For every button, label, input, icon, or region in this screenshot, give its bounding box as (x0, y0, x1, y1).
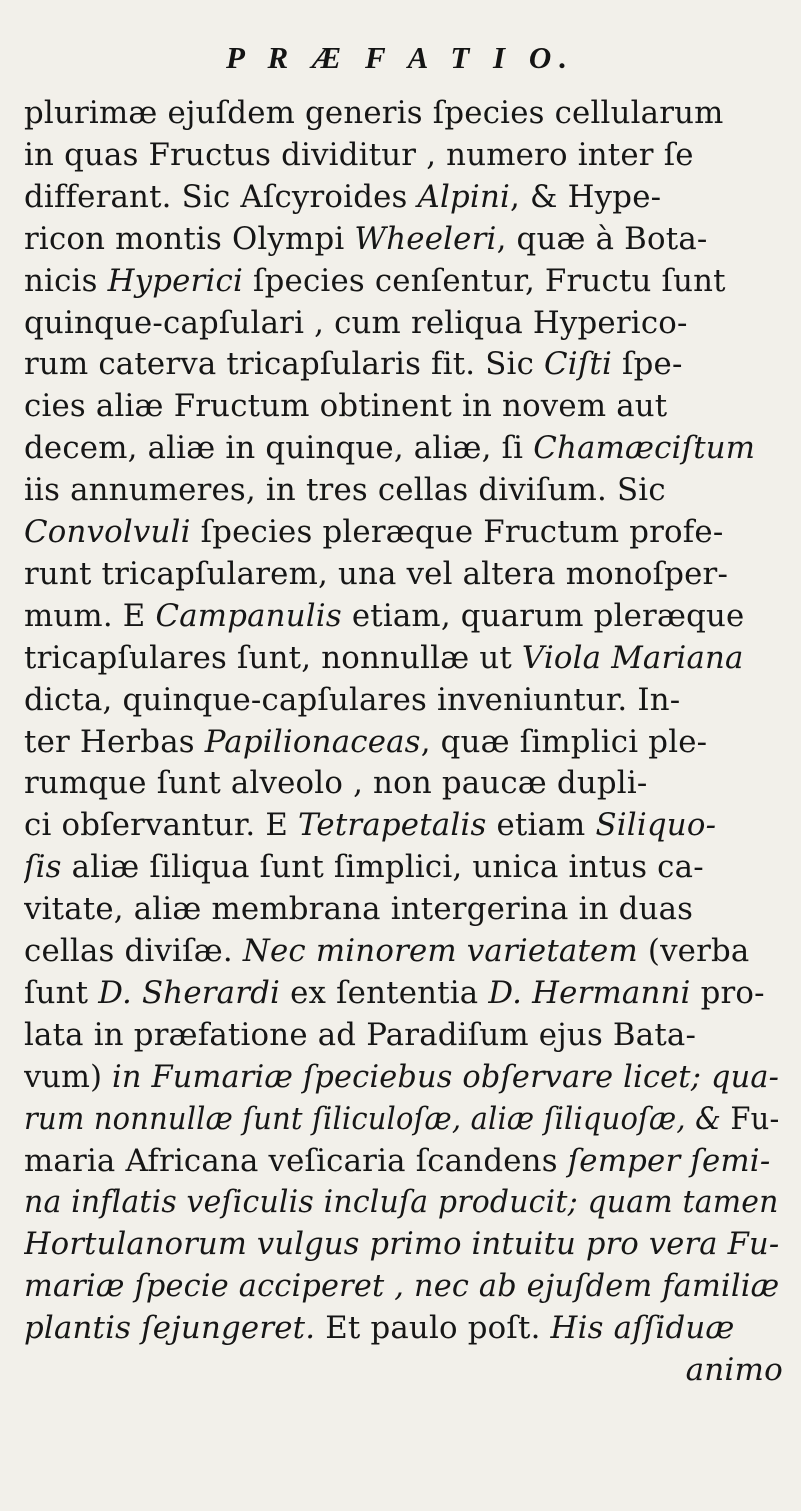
text-run: rumque ſunt alveolo , non paucæ dupli- (24, 765, 648, 802)
text-line (24, 804, 779, 846)
text-run: ci obſervantur. E (24, 807, 299, 844)
text-run: rum caterva tricapſularis fit. Sic (24, 346, 545, 383)
text-run: Tetrapetalis (298, 807, 487, 844)
text-line (24, 134, 779, 176)
text-line (24, 469, 779, 511)
text-run: Chamæciſtum (533, 430, 756, 467)
text-line (24, 218, 779, 260)
text-run: maria Africana veſicaria ſcandens (24, 1142, 568, 1179)
text-run: Campanulis (155, 597, 342, 634)
text-line (24, 385, 779, 427)
text-run: ſpecies pleræque Fructum profe- (190, 514, 724, 550)
text-line (24, 679, 779, 721)
text-run: ſunt (24, 974, 99, 1011)
text-run: etiam (486, 807, 596, 844)
text-run: rum nonnullæ ſunt ſiliculoſæ, aliæ ſiliquoſæ, & (24, 1100, 731, 1137)
text-run: Hyperici (107, 262, 244, 299)
text-run: dicta, quinque-capſulares inveniuntur. In- (24, 681, 681, 718)
text-line (24, 260, 779, 302)
text-run: Nec minorem varietatem (242, 933, 638, 969)
text-line (24, 1098, 779, 1140)
text-run: ricon montis Olympi (24, 220, 355, 257)
text-line (24, 343, 779, 385)
text-run: D. Hermanni (488, 974, 691, 1011)
text-run: ſemper ſemi- (567, 1142, 771, 1179)
running-header: P R Æ F A T I O. (225, 40, 576, 75)
text-run: Wheeleri (354, 220, 497, 257)
text-run: His aſſiduæ (550, 1310, 735, 1347)
text-run: in quas Fructus dividitur , numero inter ſe (24, 136, 694, 173)
text-run: plurimæ ejuſdem generis ſpecies cellularum (24, 95, 724, 131)
text-run: ſpecies cenſentur, Fructu ſunt (243, 262, 726, 299)
text-run: quinque-capſulari , cum reliqua Hyperico- (24, 304, 688, 341)
text-run: mariæ ſpecie acciperet , nec ab ejuſdem familiæ (24, 1268, 779, 1305)
text-run: (verba (637, 933, 750, 969)
catchword: animo (685, 1352, 783, 1388)
text-run: plantis ſejungeret. (24, 1310, 316, 1347)
text-line (24, 1223, 779, 1265)
text-run: vum) (24, 1058, 112, 1095)
text-line (24, 92, 779, 134)
text-line (24, 1014, 779, 1056)
text-run: vitate, aliæ membrana intergerina in duas (24, 891, 694, 928)
text-run: na inflatis veſiculis incluſa producit; quam tamen (24, 1184, 779, 1221)
text-line (24, 553, 779, 595)
text-run: ex ſententia (280, 974, 489, 1011)
text-run: cellas diviſæ. (24, 933, 243, 969)
text-run: Siliquo- (595, 807, 717, 844)
text-run: tricapſulares ſunt, nonnullæ ut (24, 639, 522, 676)
text-run: in Fumariæ ſpeciebus obſervare licet; qua- (111, 1058, 779, 1095)
text-run: ſis (24, 849, 62, 886)
text-run: lata in præfatione ad Paradiſum ejus Bata- (24, 1016, 697, 1053)
text-run: , & Hype- (510, 178, 662, 215)
text-run: Ciſti (544, 346, 613, 383)
text-line (24, 721, 779, 763)
text-line (24, 595, 779, 637)
text-run: Convolvuli (24, 514, 191, 550)
text-run: Alpini (417, 178, 511, 215)
text-line (24, 511, 779, 553)
text-line (24, 302, 779, 344)
text-line (24, 1265, 779, 1307)
text-run: Fu- (730, 1100, 780, 1137)
text-line (24, 637, 779, 679)
text-run: ſpe- (612, 346, 683, 383)
text-run: , quæ à Bota- (496, 220, 708, 257)
text-line (24, 762, 779, 804)
text-run: cies aliæ Fructum obtinent in novem aut (24, 388, 668, 425)
text-run: decem, aliæ in quinque, aliæ, ſi (24, 430, 534, 467)
text-run: nicis (24, 262, 108, 299)
text-line (24, 1307, 779, 1349)
text-line (24, 888, 779, 930)
text-run: Papilionaceas (204, 723, 421, 760)
text-run: pro- (690, 974, 765, 1011)
text-line (24, 972, 779, 1014)
text-line (24, 1181, 779, 1223)
text-line (24, 1056, 779, 1098)
text-run: mum. E (24, 597, 156, 634)
text-run: runt tricapſularem, una vel altera monoſper- (24, 555, 729, 592)
text-line (24, 930, 779, 972)
text-line (24, 427, 779, 469)
text-run: , quæ ſimplici ple- (420, 723, 708, 760)
text-run: etiam, quarum pleræque (341, 597, 745, 634)
text-run: Hortulanorum vulgus primo intuitu pro vera Fu- (24, 1226, 780, 1263)
text-line (24, 1140, 779, 1182)
text-run: iis annumeres, in tres cellas diviſum. Sic (24, 472, 666, 509)
text-line (24, 176, 779, 218)
text-run: Viola Mariana (521, 639, 744, 676)
text-line (24, 846, 779, 888)
text-run: ter Herbas (24, 723, 205, 760)
text-run: Et paulo poſt. (315, 1310, 551, 1347)
text-run: D. Sherardi (98, 974, 281, 1011)
text-run: aliæ ſiliqua ſunt ſimplici, unica intus ca- (61, 849, 704, 886)
text-run: differant. Sic Aſcyroides (24, 178, 418, 215)
